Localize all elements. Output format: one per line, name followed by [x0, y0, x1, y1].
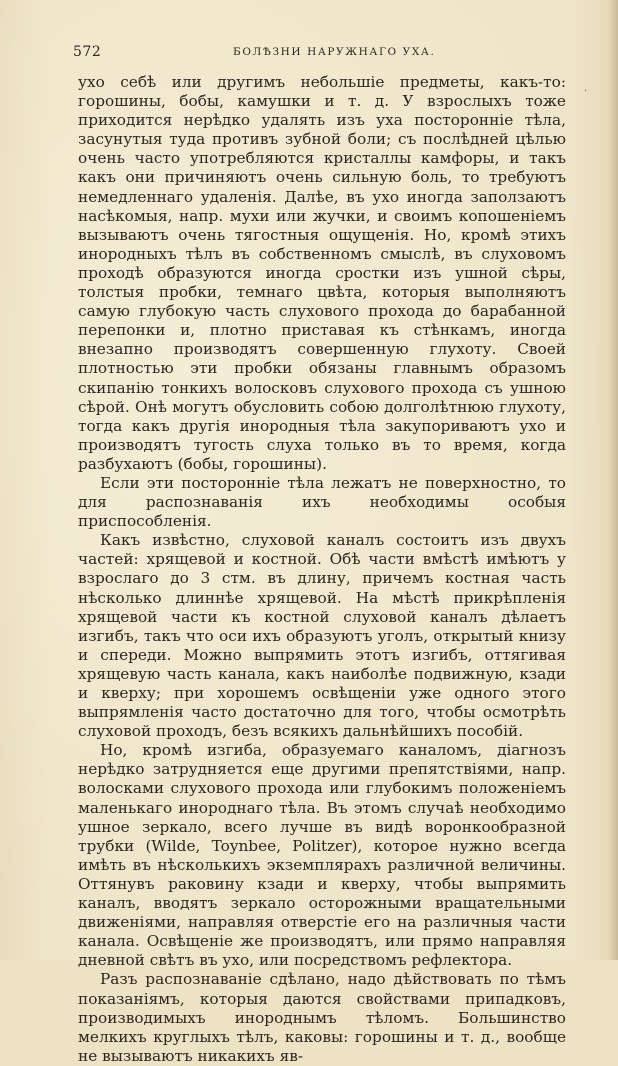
paragraph-5: Разъ распознаваніе сдѣлано, надо дѣйствовать по тѣмъ показаніямъ, которыя даются свойствами припадковъ, производимыхъ инороднымъ тѣломъ. Большинство мелкихъ круглыхъ тѣлъ, каковы: горошины и т. д., вообще не вызываютъ никакихъ яв- [78, 970, 566, 1065]
paragraph-2: Если эти посторонніе тѣла лежатъ не поверхностно, то для распознаванія ихъ необходимы особыя приспособленія. [78, 473, 566, 531]
margin-mark: · [584, 86, 588, 97]
paragraph-3: Какъ извѣстно, слуховой каналъ состоитъ изъ двухъ частей: хрящевой и костной. Обѣ части вмѣстѣ имѣютъ у взрослаго до 3 стм. въ длину, причемъ костная часть нѣсколько длиннѣе хрящевой. На мѣстѣ прикрѣпленія хрящевой части къ костной слуховой каналъ дѣлаетъ изгибъ, такъ что оси ихъ образуютъ уголъ, открытый книзу и спереди. Можно выпрямить этотъ изгибъ, оттягивая хрящевую часть канала, какъ наиболѣе подвижную, кзади и кверху; при хорошемъ освѣщеніи уже одного этого выпрямленія часто достаточно для того, чтобы осмотрѣть слуховой проходъ, безъ всякихъ дальнѣйшихъ пособій. [78, 531, 566, 741]
page-number: 572 [73, 44, 102, 60]
paragraph-1: ухо себѣ или другимъ небольшіе предметы, какъ-то: горошины, бобы, камушки и т. д. У взрослыхъ тоже приходится нерѣдко удалять изъ уха посторонніе тѣла, засунутыя туда противъ зубной боли; съ послѣдней цѣлью очень часто употребляются кристаллы камфоры, и такъ какъ они причиняютъ очень сильную боль, то требуютъ немедленнаго удаленія. Далѣе, въ ухо иногда заползаютъ насѣкомыя, напр. мухи или жучки, и своимъ копошеніемъ вызываютъ очень тягостныя ощущенія. Но, кромѣ этихъ инородныхъ тѣлъ въ собственномъ смыслѣ, въ слуховомъ проходѣ образуются иногда сростки изъ ушной сѣры, толстыя пробки, темнаго цвѣта, которыя выполняютъ самую глубокую часть слухового прохода до барабанной перепонки и, плотно приставая къ стѣнкамъ, иногда внезапно производятъ совершенную глухоту. Своей плотностью эти пробки обязаны главнымъ образомъ скипанію тонкихъ волосковъ слухового прохода съ ушною сѣрой. Онѣ могутъ обусловить собою долголѣтнюю глухоту, тогда какъ другія инородныя тѣла закупориваютъ ухо и производятъ тугость слуха только въ то время, когда разбухаютъ (бобы, горошины). [78, 73, 566, 473]
page-gutter-shadow [608, 0, 618, 960]
paragraph-4: Но, кромѣ изгиба, образуемаго каналомъ, діагнозъ нерѣдко затрудняется еще другими препятствіями, напр. волосками слухового прохода или глубокимъ положеніемъ маленькаго инороднаго тѣла. Въ этомъ случаѣ необходимо ушное зеркало, всего лучше въ видѣ воронкообразной трубки (Wilde, Toynbee, Politzer), которое нужно всегда имѣть въ нѣсколькихъ экземплярахъ различной величины. Оттянувъ раковину кзади и кверху, чтобы выпрямить каналъ, вводятъ зеркало осторожными вращательными движеніями, направляя отверстіе его на различныя части канала. Освѣщеніе же производятъ, или прямо направляя дневной свѣтъ въ ухо, или посредствомъ рефлектора. [78, 741, 566, 970]
page-header [73, 44, 561, 64]
page-body [78, 73, 566, 1066]
running-title: БОЛѢЗНИ НАРУЖНАГО УХА. [233, 46, 436, 58]
